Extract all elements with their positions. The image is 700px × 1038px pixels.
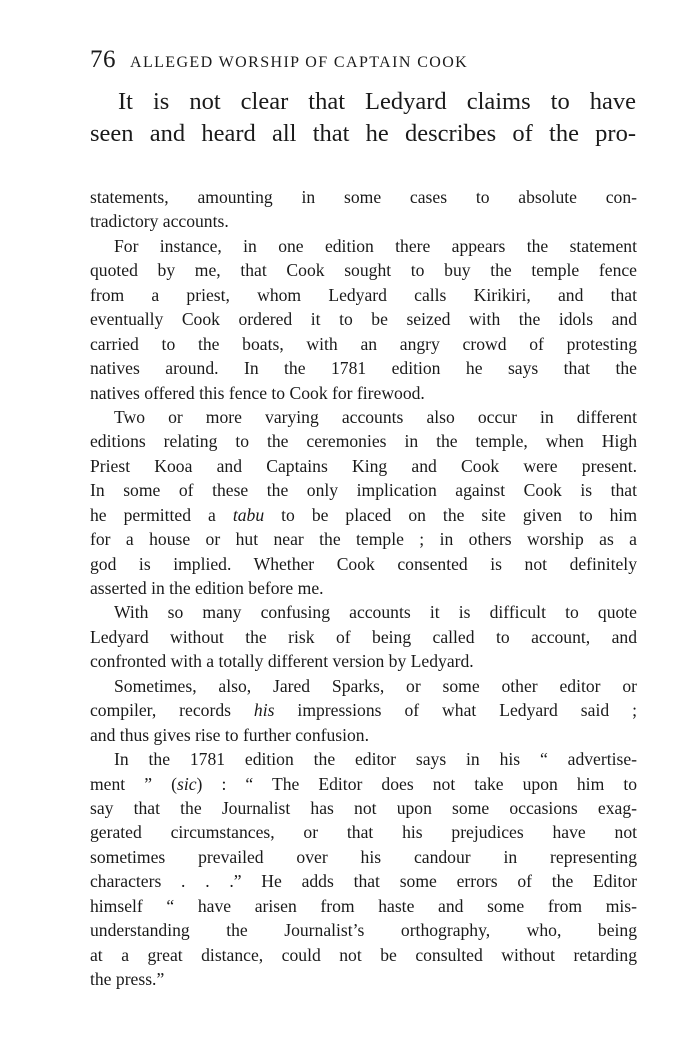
running-head (90, 46, 650, 72)
text-line: god is implied. Whether Cook consented is not definitely (90, 553, 637, 574)
text-line: For instance, in one edition there appears the statement (114, 235, 637, 256)
text-line: confronted with a totally different version by Ledyard. (90, 651, 474, 672)
text-line: ment ” (sic) : “ The Editor does not take upon him to (90, 773, 637, 794)
text-line: statements, amounting in some cases to absolute con- (90, 187, 637, 207)
text-line: sometimes prevailed over his candour in representing (90, 846, 637, 867)
text-line: compiler, records his impressions of what Ledyard said ; (90, 700, 637, 721)
text-line: for a house or hut near the temple ; in others worship as a (90, 529, 637, 550)
lead-line: It is not clear that Ledyard claims to have (118, 88, 636, 115)
text-line: In some of these the only implication against Cook is that (90, 480, 637, 501)
text-line: asserted in the edition before me. (90, 578, 324, 598)
text-line: gerated circumstances, or that his prejudices have not (90, 822, 637, 843)
body-text (90, 185, 637, 991)
text-line: quoted by me, that Cook sought to buy the temple fence (90, 260, 637, 281)
text-line: the press.” (90, 969, 165, 989)
lead-paragraph (90, 86, 636, 150)
text-line: himself “ have arisen from haste and some from mis- (90, 895, 637, 916)
text-line: he permitted a tabu to be placed on the site given to him (90, 504, 637, 525)
text-line: natives around. In the 1781 edition he says that the (90, 358, 637, 379)
text-line: eventually Cook ordered it to be seized with the idols and (90, 309, 637, 330)
text-line: tradictory accounts. (90, 211, 229, 232)
text-line: characters . . .” He adds that some errors of the Editor (90, 871, 637, 892)
text-line: Sometimes, also, Jared Sparks, or some other editor or (114, 675, 637, 696)
text-line: say that the Journalist has not upon some occasions exag- (90, 797, 637, 818)
text-line: and thus gives rise to further confusion. (90, 724, 370, 745)
text-line: carried to the boats, with an angry crowd of protesting (90, 333, 637, 354)
text-line: In the 1781 edition the editor says in his “ advertise- (114, 749, 637, 770)
text-line: Ledyard without the risk of being called to account, and (90, 626, 637, 647)
lead-line: seen and heard all that he describes of the pro- (90, 120, 636, 147)
text-line: at a great distance, could not be consulted without retarding (90, 944, 637, 965)
text-line: natives offered this fence to Cook for firewood. (90, 382, 425, 403)
text-line: editions relating to the ceremonies in the temple, when High (90, 431, 637, 452)
page-number: 76 (90, 46, 116, 73)
text-line: Two or more varying accounts also occur in different (114, 406, 637, 427)
text-line: understanding the Journalist’s orthography, who, being (90, 920, 637, 941)
text-line: from a priest, whom Ledyard calls Kirikiri, and that (90, 284, 637, 305)
text-line: Priest Kooa and Captains King and Cook were present. (90, 455, 637, 476)
text-line: With so many confusing accounts it is difficult to quote (114, 602, 637, 623)
running-title: ALLEGED WORSHIP OF CAPTAIN COOK (130, 54, 469, 71)
